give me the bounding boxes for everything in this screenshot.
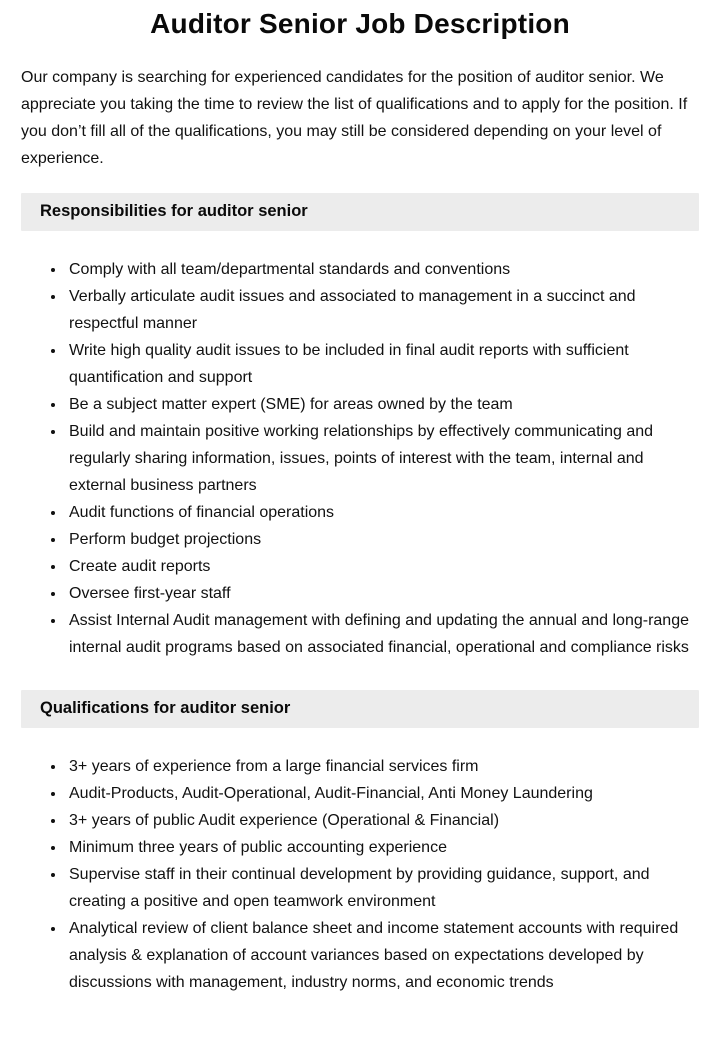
list-item: • 3+ years of public Audit experience (Operational & Financial): [66, 807, 699, 834]
qualifications-section-header: Qualifications for auditor senior: [21, 690, 699, 728]
list-item: • Assist Internal Audit management with defining and updating the annual and long-range internal audit programs based on associated financial, operational and compliance risks: [66, 607, 699, 661]
list-item: • Supervise staff in their continual development by providing guidance, support, and creating a positive and open teamwork environment: [66, 861, 699, 915]
list-item: • Oversee first-year staff: [66, 580, 699, 607]
list-item: • Create audit reports: [66, 553, 699, 580]
intro-paragraph: Our company is searching for experienced candidates for the position of auditor senior. We appreciate you taking the time to review the list of qualifications and to apply for the position. If you don’t fill all of the qualifications, you may still be considered depending on your level of experience.: [21, 69, 688, 167]
list-item: • Comply with all team/departmental standards and conventions: [66, 256, 699, 283]
list-item: • Minimum three years of public accounting experience: [66, 834, 699, 861]
list-item: • Write high quality audit issues to be included in final audit reports with sufficient quantification and support: [66, 337, 699, 391]
list-item: • Verbally articulate audit issues and associated to management in a succinct and respectful manner: [66, 283, 699, 337]
list-item: • Build and maintain positive working relationships by effectively communicating and regularly sharing information, issues, points of interest with the team, internal and external business partners: [66, 418, 699, 499]
list-item: • 3+ years of experience from a large financial services firm: [66, 753, 699, 780]
page-title: Auditor Senior Job Description: [150, 8, 570, 39]
list-item: • Audit functions of financial operations: [66, 499, 699, 526]
list-item: • Analytical review of client balance sheet and income statement accounts with required analysis & explanation of account variances based on expectations developed by discussions with management, industry norms, and economic trends: [66, 915, 699, 996]
responsibilities-list: [21, 256, 699, 661]
list-item: • Be a subject matter expert (SME) for areas owned by the team: [66, 391, 699, 418]
list-item: • Perform budget projections: [66, 526, 699, 553]
qualifications-list: [21, 753, 699, 996]
responsibilities-section-header: Responsibilities for auditor senior: [21, 193, 699, 231]
list-item: • Audit-Products, Audit-Operational, Audit-Financial, Anti Money Laundering: [66, 780, 699, 807]
